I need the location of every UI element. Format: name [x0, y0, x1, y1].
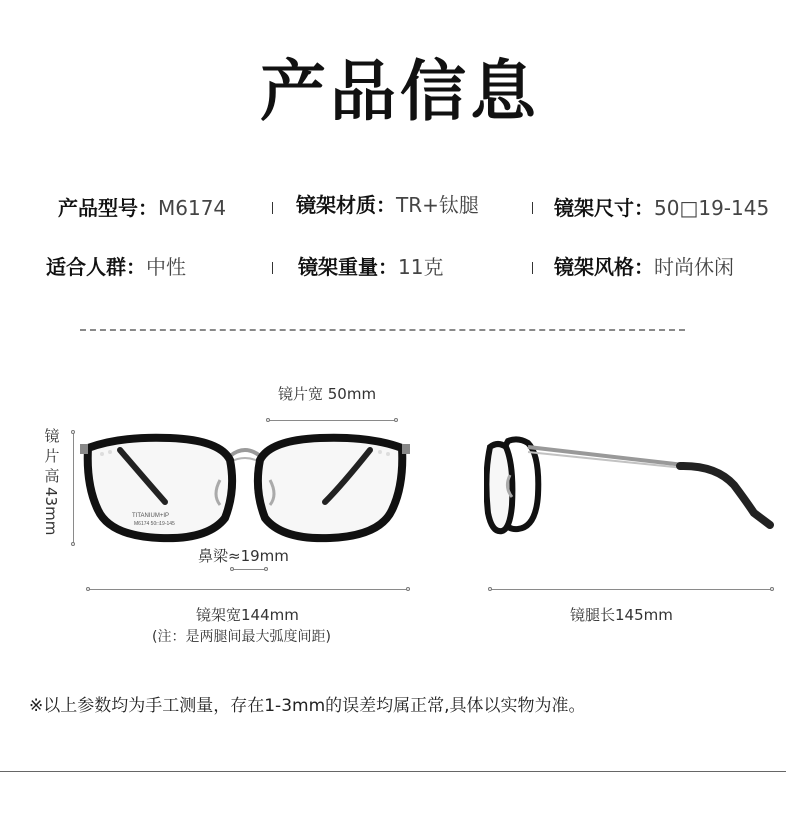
- divider: [272, 202, 273, 214]
- spec-weight: [298, 255, 443, 279]
- lens-height-char-3: 高: [44, 467, 60, 485]
- divider: [272, 262, 273, 274]
- temple-length-label: 镜腿长145mm: [570, 606, 673, 624]
- spec-model-value: M6174: [158, 196, 227, 220]
- lens-height-line: [73, 432, 74, 544]
- lens-width-line: [268, 420, 396, 421]
- dimension-end-dot: [394, 418, 398, 422]
- frame-width-line: [88, 589, 408, 590]
- dimension-end-dot: [266, 418, 270, 422]
- glasses-side-view: [484, 435, 779, 540]
- dimension-end-dot: [71, 430, 75, 434]
- spec-weight-label: 镜架重量：: [298, 255, 398, 279]
- divider: [532, 262, 533, 274]
- dimension-end-dot: [488, 587, 492, 591]
- lens-print-line2: M6174 50□19-145: [134, 521, 175, 527]
- spec-model: [58, 196, 226, 220]
- divider: [532, 202, 533, 214]
- dimension-end-dot: [264, 567, 268, 571]
- spec-audience: [46, 255, 186, 279]
- glasses-front-view: [80, 430, 410, 550]
- frame-width-label: 镜架宽144mm: [196, 606, 299, 624]
- dimension-end-dot: [71, 542, 75, 546]
- spec-style-value: 时尚休闲: [654, 255, 734, 279]
- spec-size-label: 镜架尺寸：: [554, 196, 654, 220]
- bridge-width-label: 鼻梁≈19mm: [198, 547, 289, 565]
- dimension-end-dot: [86, 587, 90, 591]
- lens-height-char-1: 镜: [44, 427, 60, 445]
- lens-width-label: 镜片宽 50mm: [278, 385, 377, 403]
- dimension-end-dot: [770, 587, 774, 591]
- dimension-end-dot: [406, 587, 410, 591]
- measurement-disclaimer: ※以上参数均为手工测量，存在1-3mm的误差均属正常,具体以实物为准。: [29, 696, 586, 716]
- spec-weight-value: 11克: [398, 255, 444, 279]
- lens-print-line1: TITANIUM+IP: [132, 513, 170, 519]
- spec-material: [296, 193, 479, 217]
- spec-material-value: TR+钛腿: [396, 193, 479, 217]
- page-title: 产品信息: [260, 53, 540, 130]
- spec-model-label: 产品型号：: [58, 196, 158, 220]
- lens-height-char-2: 片: [44, 447, 60, 465]
- lens-height-value: 43mm: [42, 487, 60, 536]
- spec-style-label: 镜架风格：: [554, 255, 654, 279]
- spec-style: [554, 255, 734, 279]
- bridge-width-line: [232, 569, 266, 570]
- spec-material-label: 镜架材质：: [296, 193, 396, 217]
- spec-size-value: 50□19-145: [654, 196, 770, 220]
- spec-size: [554, 196, 769, 220]
- temple-length-line: [490, 589, 772, 590]
- frame-width-note: (注：是两腿间最大弧度间距): [152, 629, 331, 645]
- dimension-end-dot: [230, 567, 234, 571]
- spec-audience-value: 中性: [146, 255, 186, 279]
- dashed-divider: [80, 329, 685, 331]
- spec-audience-label: 适合人群：: [46, 255, 146, 279]
- bottom-divider: [0, 771, 786, 772]
